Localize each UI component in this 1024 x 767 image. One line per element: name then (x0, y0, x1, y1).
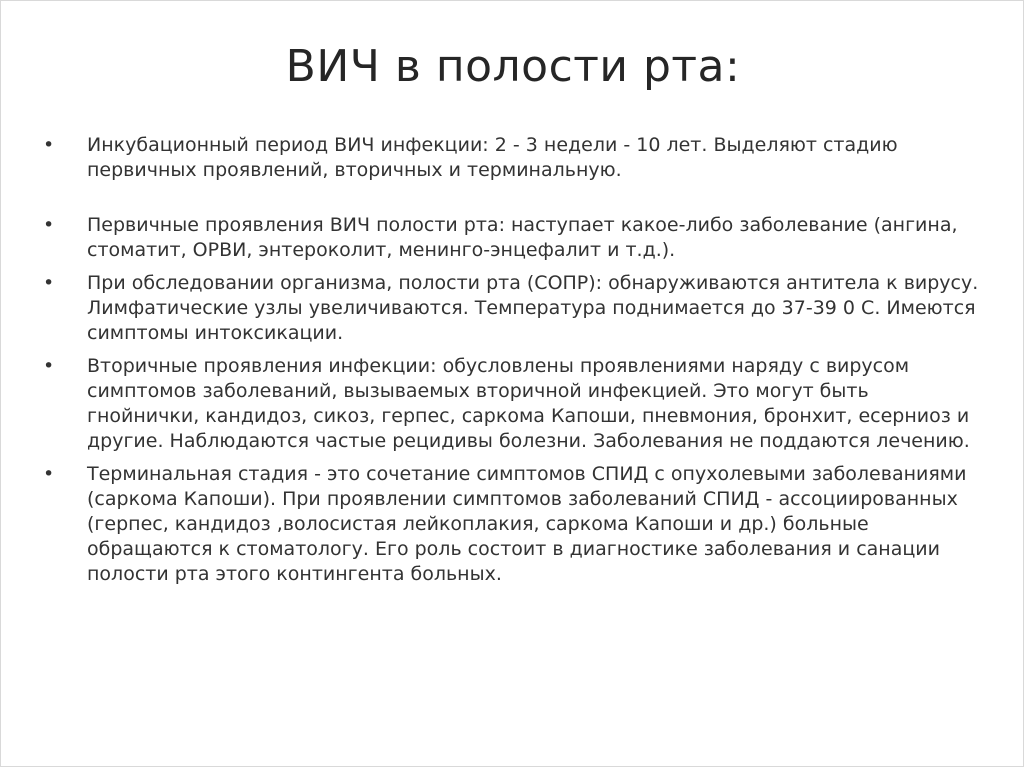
bullet-text: Инкубационный период ВИЧ инфекции: 2 - 3 недели - 10 лет. Выделяют стадию первичных проявлений, вторичных и терминальную. (87, 134, 898, 181)
bullet-item-terminal (43, 462, 983, 587)
bullet-marker: • (43, 214, 55, 236)
bullet-item-incubation (43, 133, 983, 183)
bullet-text: Вторичные проявления инфекции: обусловлены проявлениями наряду с вирусом симптомов заболеваний, вызываемых вторичной инфекцией. Это могут быть гнойнички, кандидоз, сикоз, герпес, саркома Капоши, пневмония, бронхит, есерниоз и другие. Наблюдаются частые рецидивы болезни. Заболевания не поддаются лечению. (87, 355, 970, 452)
bullet-text: Терминальная стадия - это сочетание симптомов СПИД с опухолевыми заболеваниями (саркома Капоши). При проявлении симптомов заболеваний СПИД - ассоциированных (герпес, кандидоз ,волосистая лейкоплакия, саркома Капоши и др.) больные обращаются к стоматологу. Его роль состоит в диагностике заболевания и санации полости рта этого контингента больных. (87, 463, 967, 585)
bullet-list (43, 133, 983, 587)
bullet-marker: • (43, 134, 55, 156)
bullet-marker: • (43, 355, 55, 377)
bullet-item-secondary (43, 354, 983, 454)
slide-title: ВИЧ в полости рта: (285, 41, 741, 92)
bullet-marker: • (43, 272, 55, 294)
bullet-item-examination (43, 271, 983, 346)
bullet-text: При обследовании организма, полости рта (СОПР): обнаруживаются антитела к вирусу. Лимфатические узлы увеличиваются. Температура поднимается до 37-39 0 С. Имеются симптомы интоксикации. (87, 272, 979, 344)
bullet-item-primary (43, 213, 983, 263)
bullet-text: Первичные проявления ВИЧ полости рта: наступает какое-либо заболевание (ангина, стоматит, ОРВИ, энтероколит, менинго-энцефалит и т.д.). (87, 214, 958, 261)
bullet-marker: • (43, 463, 55, 485)
